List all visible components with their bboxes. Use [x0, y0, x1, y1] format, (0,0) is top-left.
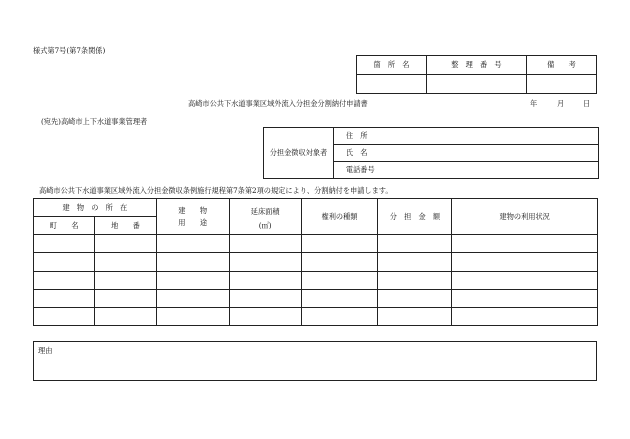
header-building-use-line1: 建 物	[178, 206, 208, 216]
header-rights-type: 権利の種類	[301, 199, 378, 235]
date-month-label: 月	[557, 99, 565, 108]
table-row	[34, 253, 598, 271]
applicant-box	[263, 127, 599, 179]
cell-amount[interactable]	[378, 271, 452, 289]
cell-lot[interactable]	[95, 271, 156, 289]
header-contribution-amount: 分 担 金 額	[378, 199, 452, 235]
cell-floor-area[interactable]	[229, 253, 301, 271]
applicant-label: 分担金徴収対象者	[264, 128, 334, 179]
cell-amount[interactable]	[378, 253, 452, 271]
cell-floor-area[interactable]	[229, 289, 301, 307]
cell-rights-type[interactable]	[301, 253, 378, 271]
addressee: (宛先)高崎市上下水道事業管理者	[41, 117, 148, 126]
header-building-use-line2: 用 途	[178, 217, 208, 227]
index-remarks-field[interactable]	[527, 75, 597, 94]
header-floor-area-label: 延床面積	[250, 207, 280, 216]
reason-label: 理由	[38, 346, 53, 355]
cell-usage-status[interactable]	[452, 271, 598, 289]
header-floor-area	[229, 199, 301, 235]
table-row	[34, 307, 598, 325]
date-year-label: 年	[530, 99, 538, 108]
cell-rights-type[interactable]	[301, 271, 378, 289]
index-header-remarks: 備 考	[527, 56, 597, 75]
cell-lot[interactable]	[95, 253, 156, 271]
index-header-number: 整 理 番 号	[426, 56, 526, 75]
form-title: 高崎市公共下水道事業区域外流入分担金分割納付申請書	[188, 99, 368, 108]
table-row	[34, 289, 598, 307]
cell-floor-area[interactable]	[229, 235, 301, 253]
cell-amount[interactable]	[378, 307, 452, 325]
cell-town[interactable]	[34, 271, 95, 289]
cell-usage-status[interactable]	[452, 253, 598, 271]
cell-usage-status[interactable]	[452, 235, 598, 253]
header-lot: 地 番	[95, 217, 156, 235]
statement: 高崎市公共下水道事業区域外流入分担金徴収条例施行規程第7条第2項の規定により、分割納付を申請します。	[39, 186, 393, 195]
table-row	[34, 235, 598, 253]
header-town: 町 名	[34, 217, 95, 235]
header-building-use	[156, 199, 229, 235]
cell-usage-status[interactable]	[452, 289, 598, 307]
cell-use[interactable]	[156, 271, 229, 289]
cell-rights-type[interactable]	[301, 307, 378, 325]
applicant-address-label: 住 所	[345, 131, 368, 140]
cell-use[interactable]	[156, 253, 229, 271]
applicant-address-row[interactable]	[333, 128, 598, 145]
header-building-location: 建 物 の 所 在	[34, 199, 157, 217]
index-box	[356, 55, 597, 94]
cell-lot[interactable]	[95, 307, 156, 325]
cell-amount[interactable]	[378, 235, 452, 253]
index-header-location: 箇 所 名	[357, 56, 427, 75]
cell-lot[interactable]	[95, 289, 156, 307]
cell-usage-status[interactable]	[452, 307, 598, 325]
cell-town[interactable]	[34, 253, 95, 271]
cell-use[interactable]	[156, 289, 229, 307]
form-number: 様式第7号(第7条関係)	[33, 46, 106, 55]
building-table	[33, 198, 598, 326]
table-row	[34, 271, 598, 289]
applicant-phone-row[interactable]	[333, 162, 598, 179]
cell-amount[interactable]	[378, 289, 452, 307]
header-floor-area-unit: (㎡)	[258, 220, 272, 230]
cell-rights-type[interactable]	[301, 235, 378, 253]
cell-floor-area[interactable]	[229, 271, 301, 289]
applicant-phone-label: 電話番号	[345, 165, 375, 174]
cell-town[interactable]	[34, 289, 95, 307]
cell-floor-area[interactable]	[229, 307, 301, 325]
cell-use[interactable]	[156, 307, 229, 325]
index-number-field[interactable]	[426, 75, 526, 94]
cell-use[interactable]	[156, 235, 229, 253]
cell-town[interactable]	[34, 307, 95, 325]
date-day-label: 日	[583, 99, 591, 108]
header-usage-status: 建物の利用状況	[452, 199, 598, 235]
cell-lot[interactable]	[95, 235, 156, 253]
reason-box[interactable]	[33, 341, 597, 381]
applicant-name-row[interactable]	[333, 145, 598, 162]
cell-rights-type[interactable]	[301, 289, 378, 307]
index-location-field[interactable]	[357, 75, 427, 94]
cell-town[interactable]	[34, 235, 95, 253]
applicant-name-label: 氏 名	[345, 148, 368, 157]
